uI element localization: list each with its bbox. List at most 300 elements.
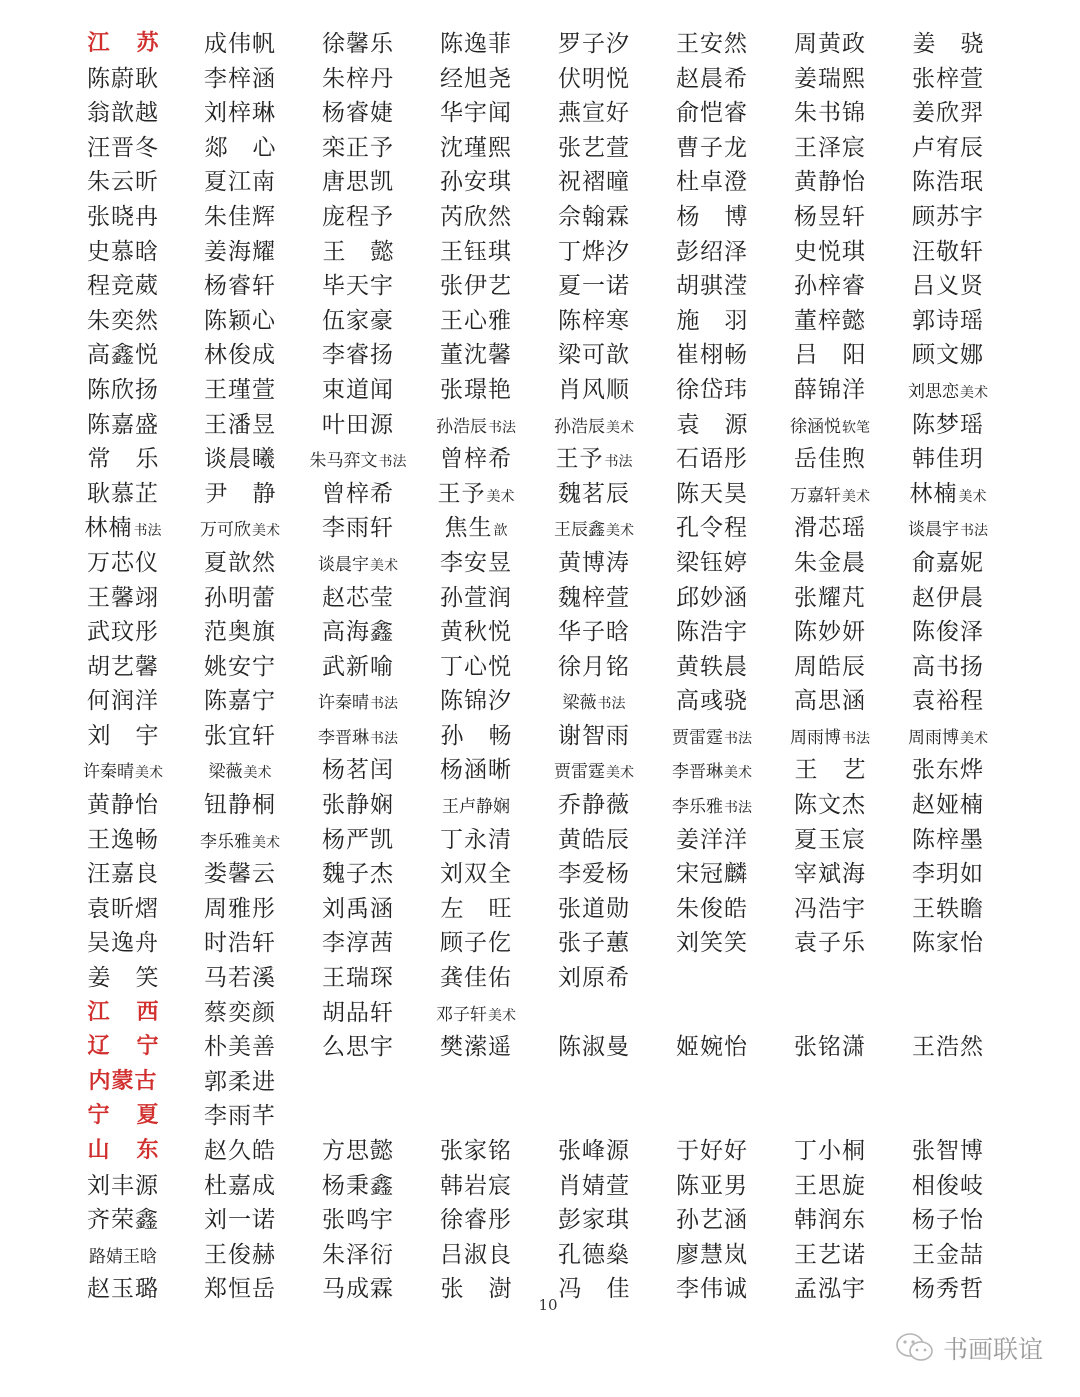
name-cell: [535, 96, 653, 130]
table-row: [0, 650, 1080, 685]
person-name: 冯佳: [558, 1276, 655, 1303]
person-name: 耿慕芷: [87, 480, 159, 507]
name-cell: [64, 96, 182, 130]
name-cell: [299, 581, 417, 615]
name-cell: [535, 1169, 653, 1203]
name-cell: [535, 926, 653, 960]
table-row: [0, 719, 1080, 754]
person-name: 赵芯莹: [322, 584, 394, 611]
name-cell: [64, 165, 182, 199]
person-name: 王予: [555, 446, 604, 473]
name-cell: [181, 788, 299, 822]
person-name: 陈欣扬: [87, 376, 159, 403]
person-name: 芮欣然: [440, 203, 512, 230]
name-cell: [181, 581, 299, 615]
person-name: 龚佳佑: [440, 965, 512, 992]
name-cell: [889, 27, 1007, 61]
name-cell: [181, 511, 299, 545]
category-tag: 歆: [493, 523, 508, 540]
person-name: 丁小桐: [794, 1138, 866, 1164]
person-name: 刘双全: [440, 861, 512, 888]
person-name: 丁烨汐: [558, 238, 630, 265]
name-cell: [181, 753, 299, 787]
page-number: 10: [538, 1296, 558, 1314]
name-cell: [181, 477, 299, 511]
name-cell: [299, 753, 417, 787]
name-cell: [299, 442, 417, 476]
person-name: 张耀芃: [794, 584, 866, 611]
name-cell: [535, 408, 653, 442]
name-cell: [417, 304, 535, 338]
name-cell: [417, 823, 535, 857]
person-name: 张鸣宇: [322, 1207, 394, 1234]
person-name: 王馨翊: [87, 584, 159, 611]
person-name: 谈晨宇: [318, 554, 369, 575]
person-name: 樊潆遥: [440, 1034, 512, 1061]
person-name: 左旺: [440, 895, 537, 922]
person-name: 冯浩宇: [794, 895, 866, 922]
person-name: 王浩然: [912, 1034, 984, 1061]
name-cell: [653, 96, 771, 130]
person-name: 庞程予: [322, 203, 394, 230]
person-name: 张伊艺: [440, 273, 512, 300]
person-name: 朱泽衍: [322, 1241, 394, 1268]
name-cell: [771, 165, 889, 199]
name-cell: [889, 304, 1007, 338]
name-cell: [535, 131, 653, 165]
name-cell: [535, 961, 653, 995]
person-name: 燕宣好: [558, 100, 630, 127]
person-name: 祝褶曈: [558, 169, 630, 196]
person-name: 程竞葳: [87, 273, 159, 300]
name-cell: [653, 131, 771, 165]
name-cell: [653, 408, 771, 442]
person-name: 韩佳玥: [912, 446, 984, 473]
person-name: 陈淑曼: [558, 1034, 630, 1061]
name-cell: [535, 511, 653, 545]
name-cell: [771, 546, 889, 580]
name-cell: [771, 235, 889, 269]
person-name: 王逸畅: [87, 826, 159, 853]
name-cell: [771, 131, 889, 165]
name-cell: [181, 996, 299, 1030]
name-cell: [653, 823, 771, 857]
name-cell: [771, 926, 889, 960]
name-cell: [653, 62, 771, 96]
person-name: 孙艺涵: [676, 1207, 748, 1234]
person-name: 陈嘉盛: [87, 411, 159, 438]
person-name: 俞嘉妮: [912, 549, 984, 576]
name-cell: [889, 857, 1007, 891]
table-row: [0, 857, 1080, 892]
person-name: 罗子汐: [558, 31, 630, 57]
person-name: 赵伊晨: [912, 584, 984, 611]
name-cell: [299, 546, 417, 580]
name-cell: [64, 857, 182, 891]
person-name: 袁子乐: [794, 930, 866, 957]
name-cell: [889, 926, 1007, 960]
person-name: 姬婉怡: [676, 1034, 748, 1061]
name-cell: [417, 442, 535, 476]
name-cell: [299, 996, 417, 1030]
person-name: 齐荣鑫: [87, 1207, 159, 1234]
name-cell: [535, 269, 653, 303]
name-cell: [299, 165, 417, 199]
person-name: 谈晨宇: [908, 520, 959, 541]
name-cell: [181, 442, 299, 476]
name-cell: [889, 546, 1007, 580]
name-cell: [417, 892, 535, 926]
person-name: 蔡奕颜: [204, 999, 276, 1026]
name-cell: [299, 961, 417, 995]
name-cell: [64, 719, 182, 753]
person-name: 李爱杨: [558, 861, 630, 888]
table-row: [0, 753, 1080, 788]
name-cell: [299, 338, 417, 372]
name-cell: [181, 165, 299, 199]
name-cell: [653, 581, 771, 615]
person-name: 滑芯瑶: [794, 515, 866, 542]
name-cell: [64, 338, 182, 372]
person-name: 黄皓辰: [558, 826, 630, 853]
person-name: 袁昕熠: [87, 895, 159, 922]
table-row: [0, 62, 1080, 97]
person-name: 郑恒岳: [204, 1276, 276, 1303]
region-label: [64, 996, 186, 1030]
table-row: [0, 511, 1080, 546]
person-name: 唐思凯: [322, 169, 394, 196]
category-tag: 书法: [960, 523, 988, 540]
name-cell: [653, 1134, 771, 1168]
name-cell: [64, 131, 182, 165]
name-cell: [299, 615, 417, 649]
category-tag: 美术: [606, 765, 634, 782]
region-name: 辽宁: [87, 1034, 186, 1060]
person-name: 黄秋悦: [440, 619, 512, 646]
person-name: 孙梓睿: [794, 273, 866, 300]
person-name: 胡品轩: [322, 999, 394, 1026]
watermark-text: 书画联谊: [943, 1335, 1044, 1364]
person-name: 许秦晴: [318, 693, 369, 714]
person-name: 汪晋冬: [87, 134, 159, 161]
name-cell: [653, 304, 771, 338]
table-row: [0, 961, 1080, 996]
person-name: 何润洋: [87, 688, 159, 715]
name-cell: [417, 165, 535, 199]
person-name: 相俊岐: [912, 1172, 984, 1199]
person-name: 韩岩宸: [440, 1172, 512, 1199]
name-cell: [64, 615, 182, 649]
name-cell: [299, 1203, 417, 1237]
name-cell: [64, 753, 182, 787]
table-row: [0, 269, 1080, 304]
person-name: 朱金晨: [794, 549, 866, 576]
name-cell: [889, 269, 1007, 303]
person-name: 邓子轩: [436, 1004, 487, 1025]
name-cell: [889, 892, 1007, 926]
name-cell: [417, 615, 535, 649]
name-cell: [535, 788, 653, 822]
wechat-icon: [895, 1332, 935, 1364]
name-cell: [417, 477, 535, 511]
name-cell: [535, 581, 653, 615]
table-row: [0, 442, 1080, 477]
region-name: 江西: [87, 999, 186, 1025]
person-name: 张智博: [912, 1138, 984, 1164]
name-cell: [535, 165, 653, 199]
person-name: 顾苏宇: [912, 203, 984, 230]
name-cell: [299, 1134, 417, 1168]
person-name: 张璟艳: [440, 376, 512, 403]
person-name: 李乐雅: [200, 831, 251, 852]
person-name: 刘丰源: [87, 1172, 159, 1199]
name-cell: [653, 477, 771, 511]
category-tag: 美术: [724, 765, 752, 782]
name-cell: [889, 788, 1007, 822]
person-name: 王潘昱: [204, 411, 276, 438]
person-name: 黄静怡: [87, 792, 159, 819]
name-cell: [181, 62, 299, 96]
person-name: 顾文娜: [912, 342, 984, 369]
name-cell: [64, 1238, 182, 1272]
person-name: 曹子龙: [676, 134, 748, 161]
name-cell: [299, 511, 417, 545]
person-name: 杨昱轩: [794, 203, 866, 230]
table-row: [0, 996, 1080, 1031]
person-name: 孙明蕾: [204, 584, 276, 611]
person-name: 周雨博: [790, 727, 841, 748]
table-row: [0, 823, 1080, 858]
person-name: 高鑫悦: [87, 342, 159, 369]
name-cell: [653, 753, 771, 787]
person-name: 陈嘉宁: [204, 688, 276, 715]
name-cell: [771, 338, 889, 372]
category-tag: 书法: [133, 523, 162, 540]
person-name: 佘翰霖: [558, 203, 630, 230]
name-cell: [771, 823, 889, 857]
name-cell: [299, 650, 417, 684]
person-name: 孙畅: [440, 722, 537, 749]
name-cell: [771, 1238, 889, 1272]
name-cell: [64, 477, 182, 511]
person-name: 董沈馨: [440, 342, 512, 369]
name-cell: [889, 477, 1007, 511]
person-name: 孙安琪: [440, 169, 512, 196]
name-cell: [64, 200, 182, 234]
name-cell: [535, 615, 653, 649]
person-name: 张家铭: [440, 1138, 512, 1164]
person-name: 李淳茜: [322, 930, 394, 957]
person-name: 束道闻: [322, 376, 394, 403]
name-cell: [889, 96, 1007, 130]
person-name: 杨睿轩: [204, 273, 276, 300]
name-cell: [535, 1134, 653, 1168]
person-name: 高海鑫: [322, 619, 394, 646]
name-cell: [299, 926, 417, 960]
person-name: 杨秉鑫: [322, 1172, 394, 1199]
name-cell: [299, 857, 417, 891]
person-name: 王金喆: [912, 1241, 984, 1268]
name-cell: [417, 1030, 535, 1064]
name-cell: [889, 442, 1007, 476]
name-cell: [181, 1099, 299, 1133]
table-row: [0, 477, 1080, 512]
person-name: 周黄政: [794, 31, 866, 57]
name-cell: [181, 200, 299, 234]
region-label: [64, 1134, 186, 1168]
person-name: 王艺: [794, 757, 891, 784]
name-cell: [181, 926, 299, 960]
name-cell: [181, 269, 299, 303]
name-cell: [653, 1203, 771, 1237]
person-name: 董梓懿: [794, 307, 866, 334]
person-name: 俞恺睿: [676, 100, 748, 127]
category-tag: 书法: [842, 730, 870, 747]
person-name: 许秦晴: [83, 762, 134, 783]
name-cell: [889, 131, 1007, 165]
name-cell: [771, 373, 889, 407]
person-name: 朱书锦: [794, 100, 866, 127]
name-cell: [299, 269, 417, 303]
category-tag: 美术: [252, 834, 280, 851]
person-name: 魏子杰: [322, 861, 394, 888]
table-row: [0, 373, 1080, 408]
name-cell: [417, 511, 535, 545]
name-cell: [299, 304, 417, 338]
person-name: 袁裕程: [912, 688, 984, 715]
name-cell: [181, 96, 299, 130]
person-name: 王辰鑫: [554, 520, 605, 541]
name-cell: [535, 1203, 653, 1237]
name-cell: [889, 373, 1007, 407]
person-name: 刘笑笑: [676, 930, 748, 957]
name-cell: [653, 1169, 771, 1203]
name-cell: [771, 304, 889, 338]
person-name: 高彧骁: [676, 688, 748, 715]
name-cell: [653, 719, 771, 753]
name-cell: [64, 788, 182, 822]
person-name: 常乐: [87, 446, 184, 473]
person-name: 张东烨: [912, 757, 984, 784]
name-cell: [181, 1134, 299, 1168]
name-cell: [535, 684, 653, 718]
name-cell: [535, 546, 653, 580]
category-tag: 美术: [243, 765, 272, 782]
name-cell: [417, 408, 535, 442]
person-name: 崔栩畅: [676, 342, 748, 369]
category-tag: 美术: [960, 384, 988, 401]
name-cell: [417, 788, 535, 822]
person-name: 袁源: [676, 411, 773, 438]
person-name: 朱梓丹: [322, 65, 394, 92]
name-cell: [64, 1203, 182, 1237]
name-cell: [181, 1030, 299, 1064]
table-row: [0, 27, 1080, 62]
person-name: 陈天昊: [676, 480, 748, 507]
person-name: 王予: [437, 480, 486, 507]
name-cell: [889, 235, 1007, 269]
name-cell: [299, 408, 417, 442]
person-name: 娄馨云: [204, 861, 276, 888]
person-name: 马成霖: [322, 1276, 394, 1303]
name-cell: [64, 581, 182, 615]
person-name: 王安然: [676, 31, 748, 57]
person-name: 汪嘉良: [87, 861, 159, 888]
name-cell: [417, 961, 535, 995]
name-cell: [771, 615, 889, 649]
person-name: 徐馨乐: [322, 31, 394, 57]
name-cell: [535, 235, 653, 269]
person-name: 李睿扬: [322, 342, 394, 369]
region-name: 江苏: [87, 31, 186, 56]
category-tag: 美术: [958, 488, 987, 505]
name-cell: [64, 235, 182, 269]
name-cell: [417, 684, 535, 718]
person-name: 武玟彤: [87, 619, 159, 646]
person-name: 徐岱玮: [676, 376, 748, 403]
person-name: 史悦琪: [794, 238, 866, 265]
person-name: 施羽: [676, 307, 773, 334]
name-cell: [181, 373, 299, 407]
person-name: 姜海耀: [204, 238, 276, 265]
category-tag: 书法: [370, 730, 398, 747]
name-cell: [535, 753, 653, 787]
region-label: [64, 1030, 186, 1064]
person-name: 林俊成: [204, 342, 276, 369]
person-name: 孔德燊: [558, 1241, 630, 1268]
table-row: [0, 304, 1080, 339]
name-cell: [417, 719, 535, 753]
person-name: 肖风顺: [558, 376, 630, 403]
person-name: 孙浩辰: [436, 416, 487, 437]
person-name: 徐月铭: [558, 653, 630, 680]
name-cell: [889, 165, 1007, 199]
name-cell: [181, 546, 299, 580]
person-name: 李伟诚: [676, 1276, 748, 1303]
name-cell: [181, 650, 299, 684]
name-cell: [889, 338, 1007, 372]
person-name: 张宜轩: [204, 722, 276, 749]
name-cell: [653, 200, 771, 234]
name-cell: [535, 719, 653, 753]
person-name: 陈梓寒: [558, 307, 630, 334]
name-cell: [181, 1203, 299, 1237]
name-cell: [299, 788, 417, 822]
name-cell: [64, 511, 182, 545]
person-name: 陈梓墨: [912, 826, 984, 853]
person-name: 陈逸菲: [440, 31, 512, 57]
name-cell: [771, 719, 889, 753]
name-cell: [417, 200, 535, 234]
name-cell: [653, 684, 771, 718]
person-name: 吴逸舟: [87, 930, 159, 957]
name-cell: [653, 546, 771, 580]
name-cell: [535, 892, 653, 926]
name-cell: [64, 62, 182, 96]
name-cell: [181, 1065, 299, 1099]
person-name: 吕淑良: [440, 1241, 512, 1268]
person-name: 李雨芊: [204, 1103, 276, 1130]
person-name: 王泽宸: [794, 134, 866, 161]
person-name: 杨严凯: [322, 826, 394, 853]
name-cell: [653, 857, 771, 891]
name-cell: [535, 62, 653, 96]
person-name: 张艺萱: [558, 134, 630, 161]
name-cell: [64, 823, 182, 857]
person-name: 李乐雅: [672, 797, 723, 818]
name-cell: [889, 823, 1007, 857]
person-name: 王艺诺: [794, 1241, 866, 1268]
